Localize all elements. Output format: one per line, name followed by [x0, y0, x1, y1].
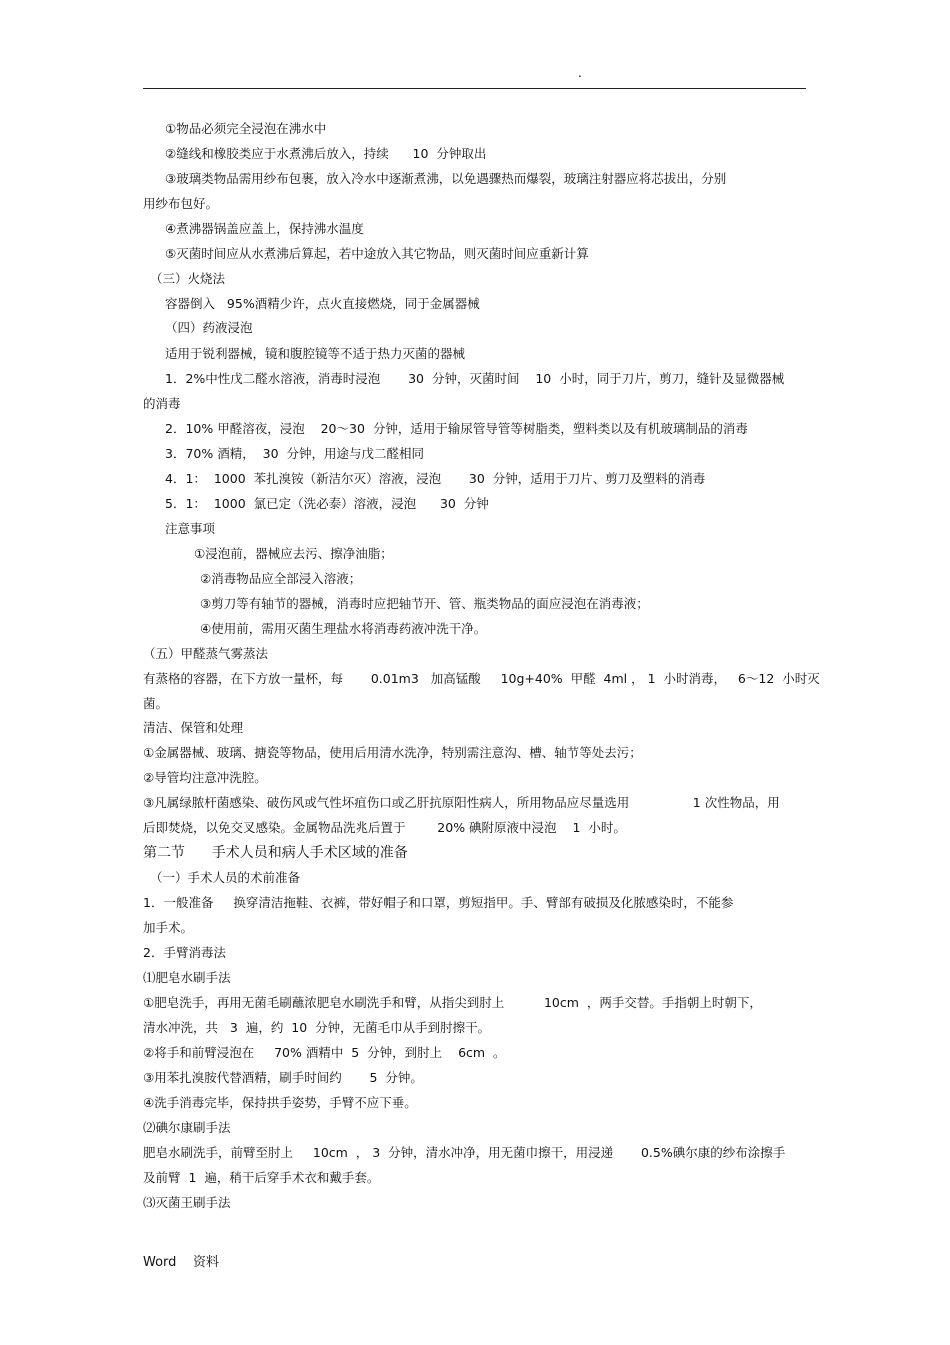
text-line: 的消毒	[143, 396, 181, 411]
text-line: 5．1： 1000 氯已定（洗必泰）溶液，浸泡 30 分钟	[165, 496, 489, 511]
text-line: 1．2%中性戊二醛水溶液，消毒时浸泡 30 分钟，灭菌时间 10 小时，同于刀片，剪刀，缝针及显微器械	[165, 371, 785, 386]
section-heading: （三）火烧法	[150, 271, 226, 286]
header-mark: .	[578, 66, 582, 80]
text-line: 菌。	[143, 696, 169, 711]
text-line: 肥皂水刷洗手，前臂至肘上 10cm ， 3 分钟，清水冲净，用无菌巾擦干，用浸递 0.5%碘尔康的纱布涂擦手	[143, 1145, 786, 1160]
text-line: 清洁、保管和处理	[143, 720, 244, 735]
text-line: 加手术。	[143, 920, 194, 935]
text-line: ②消毒物品应全部浸入溶液；	[200, 571, 362, 586]
section-title: 第二节 手术人员和病人手术区域的准备	[143, 845, 408, 861]
text-line: ①物品必须完全浸泡在沸水中	[165, 121, 327, 136]
text-line: ⑴肥皂水刷手法	[143, 970, 231, 985]
section-heading: （五）甲醛蒸气雾蒸法	[143, 646, 269, 661]
text-line: 3．70% 酒精， 30 分钟，用途与戊二醛相同	[165, 446, 425, 461]
text-line: ④洗手消毒完毕，保持拱手姿势，手臂不应下垂。	[143, 1095, 417, 1110]
text-line: ④煮沸器锅盖应盖上，保持沸水温度	[165, 221, 364, 236]
text-line: ②缝线和橡胶类应于水煮沸后放入，持续 10 分钟取出	[165, 146, 487, 161]
text-line: 用纱布包好。	[143, 196, 219, 211]
text-line: 注意事项	[165, 521, 216, 536]
text-line: 清水冲洗，共 3 遍，约 10 分钟，无菌毛巾从手到肘擦干。	[143, 1020, 491, 1035]
page-footer: Word 资料	[143, 1255, 219, 1270]
text-line: ③剪刀等有轴节的器械，消毒时应把轴节开、管、瓶类物品的面应浸泡在消毒液；	[200, 596, 649, 611]
text-line: 后即焚烧，以免交叉感染。金属物品洗兆后置于 20% 碘附原液中浸泡 1 小时。	[143, 820, 626, 835]
section-heading: （一）手术人员的术前准备	[150, 870, 301, 885]
text-line: 1．一般准备 换穿清洁拖鞋、衣裤，带好帽子和口罩，剪短指甲。手、臂部有破损及化脓感染时，不能参	[143, 895, 734, 910]
text-line: ④使用前，需用灭菌生理盐水将消毒药液冲洗干净。	[200, 621, 487, 636]
text-line: ③用苯扎溴胺代替酒精，刷手时间约 5 分钟。	[143, 1070, 423, 1085]
text-line: 有蒸格的容器，在下方放一量杯，每 0.01m3 加高锰酸 10g+40% 甲醛 4ml ， 1 小时消毒， 6～12 小时灭	[143, 671, 820, 686]
header-rule	[143, 88, 806, 89]
text-line: ③玻璃类物品需用纱布包裹，放入冷水中逐渐煮沸，以免遇骤热而爆裂，玻璃注射器应将芯拔出，分别	[165, 171, 727, 186]
section-heading: （四）药液浸泡	[165, 320, 253, 335]
text-line: ⑤灭菌时间应从水煮沸后算起，若中途放入其它物品，则灭菌时间应重新计算	[165, 246, 589, 261]
text-line: ①金属器械、玻璃、搪瓷等物品，使用后用清水洗净，特别需注意沟、槽、轴节等处去污；	[143, 745, 642, 760]
text-line: 2．手臂消毒法	[143, 945, 226, 960]
text-line: ⑶灭菌王刷手法	[143, 1195, 231, 1210]
text-line: ③凡属绿脓杆菌感染、破伤风或气性坏疽伤口或乙肝抗原阳性病人，所用物品应尽量选用 1 次性物品，用	[143, 795, 780, 810]
text-line: ②将手和前臂浸泡在 70% 酒精中 5 分钟，到肘上 6cm 。	[143, 1045, 506, 1060]
text-line: ①肥皂洗手，再用无菌毛刷蘸浓肥皂水刷洗手和臂，从指尖到肘上 10cm ，两手交替。手指朝上时朝下，	[143, 995, 762, 1010]
text-line: 及前臂 1 遍，稍干后穿手术衣和戴手套。	[143, 1170, 380, 1185]
text-line: ⑵碘尔康刷手法	[143, 1120, 231, 1135]
text-line: 容器倒入 95%酒精少许，点火直接燃烧，同于金属器械	[165, 296, 480, 311]
text-line: 4．1： 1000 苯扎溴铵（新洁尔灭）溶液，浸泡 30 分钟，适用于刀片、剪刀及塑料的消毒	[165, 471, 706, 486]
text-line: 2．10% 甲醛溶夜，浸泡 20～30 分钟，适用于输尿管导管等树脂类，塑料类以及有机玻璃制品的消毒	[165, 421, 748, 436]
text-line: ①浸泡前，器械应去污、擦净油脂；	[194, 546, 393, 561]
text-line: 适用于锐利器械，镜和腹腔镜等不适于热力灭菌的器械	[165, 346, 466, 361]
text-line: ②导管均注意冲洗腔。	[143, 770, 267, 785]
